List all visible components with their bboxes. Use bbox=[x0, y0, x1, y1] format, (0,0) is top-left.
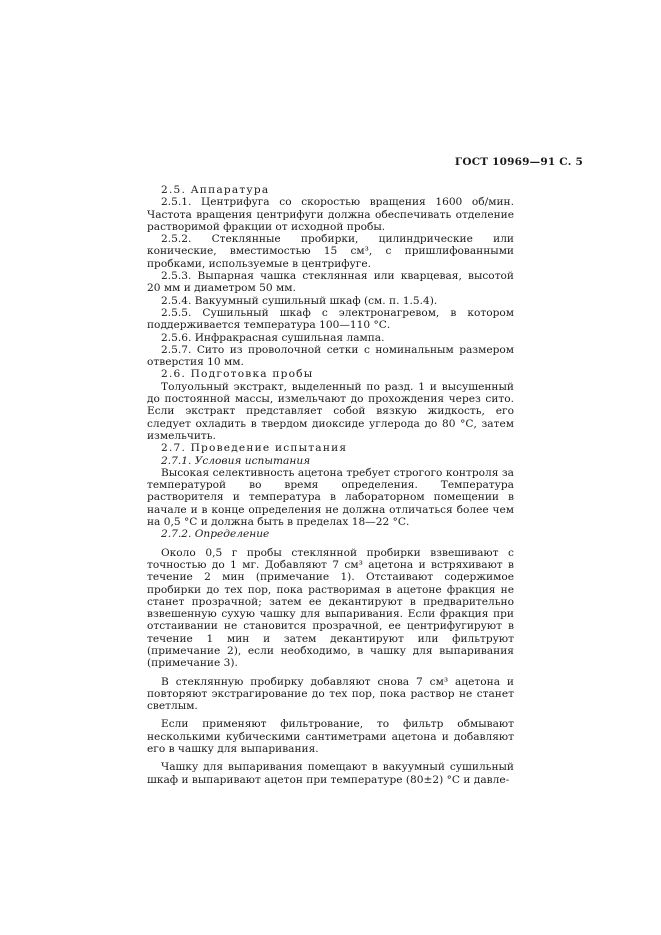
paragraph-2-5-3: 2.5.3. Выпарная чашка стеклянная или кварцевая, высотой 20 мм и диаметром 50 мм. bbox=[147, 270, 514, 295]
paragraph-2-5-5: 2.5.5. Сушильный шкаф с электронагревом, в котором поддерживается температура 100—110 °С. bbox=[147, 306, 514, 332]
paragraph-determination-1: Около 0,5 г пробы стеклянной пробирки взвешивают с точностью до 1 мг. Добавляют 7 см³ ацетона и встряхивают в течение 2 мин (примечание 1). Отстаивают содержимое пробирки до тех пор, пока растворимая в ацетоне фракция не станет прозрачной; затем ее декантируют в предварительно взвешенную сухую чашку для выпаривания. Если фракция при отстаивании не становится прозрачной, ее центрифугируют в течение 1 мин и затем декантируют или фильтруют (примечание 2), если необходимо, в чашку для выпаривания (примечание 3). bbox=[147, 546, 514, 670]
paragraph-determination-2: В стеклянную пробирку добавляют снова 7 см³ ацетона и повторяют экстрагирование до тех пор, пока раствор не станет светлым. bbox=[147, 675, 514, 713]
paragraph-2-5-6: 2.5.6. Инфракрасная сушильная лампа. bbox=[161, 331, 385, 344]
paragraph-sample-prep: Толуольный экстракт, выделенный по разд. 1 и высушенный до постоянной массы, измельчают до прохождения через сито. Если экстракт представляет собой вязкую жидкость, его следует охладить в твердом диоксиде углерода до 80 °С, затем измельчить. bbox=[147, 380, 514, 442]
paragraph-2-5-7: 2.5.7. Сито из проволочной сетки с номинальным размером отверстия 10 мм. bbox=[147, 343, 514, 369]
document-reference: ГОСТ 10969—91 С. 5 bbox=[454, 156, 583, 168]
paragraph-determination-3: Если применяют фильтрование, то фильтр обмывают несколькими кубическими сантиметрами ацетона и добавляют его в чашку для выпаривания. bbox=[147, 718, 514, 756]
section-heading-sample-prep: 2.6. Подготовка пробы bbox=[161, 368, 314, 381]
subheading-test-conditions: 2.7.1. Условия испытания bbox=[161, 454, 311, 467]
subheading-determination: 2.7.2. Определение bbox=[161, 528, 270, 541]
paragraph-2-5-1: 2.5.1. Центрифуга со скоростью вращения 1600 об/мин. Частота вращения центрифуги должна обеспечивать отделение растворимой фракции от исходной пробы. bbox=[147, 196, 514, 233]
paragraph-determination-4: Чашку для выпаривания помещают в вакуумный сушильный шкаф и выпаривают ацетон при температуре (80±2) °С и давле- bbox=[147, 761, 514, 786]
paragraph-2-5-2: 2.5.2. Стеклянные пробирки, цилиндрические или конические, вместимостью 15 см³, с пришлифованными пробками, используемые в центрифуге. bbox=[147, 233, 514, 270]
section-heading-test-procedure: 2.7. Проведение испытания bbox=[161, 442, 348, 455]
section-heading-apparatus: 2.5. Аппаратура bbox=[161, 184, 270, 196]
paragraph-test-conditions: Высокая селективность ацетона требует строгого контроля за температурой во время определения. Температура растворителя и температура в лабораторном помещении в начале и в конце определения не должна отличаться более чем на 0,5 °С и должна быть в пределах 18—22 °С. bbox=[147, 466, 514, 529]
document-body bbox=[147, 184, 514, 786]
paragraph-2-5-4: 2.5.4. Вакуумный сушильный шкаф (см. п. 1.5.4). bbox=[161, 294, 438, 307]
